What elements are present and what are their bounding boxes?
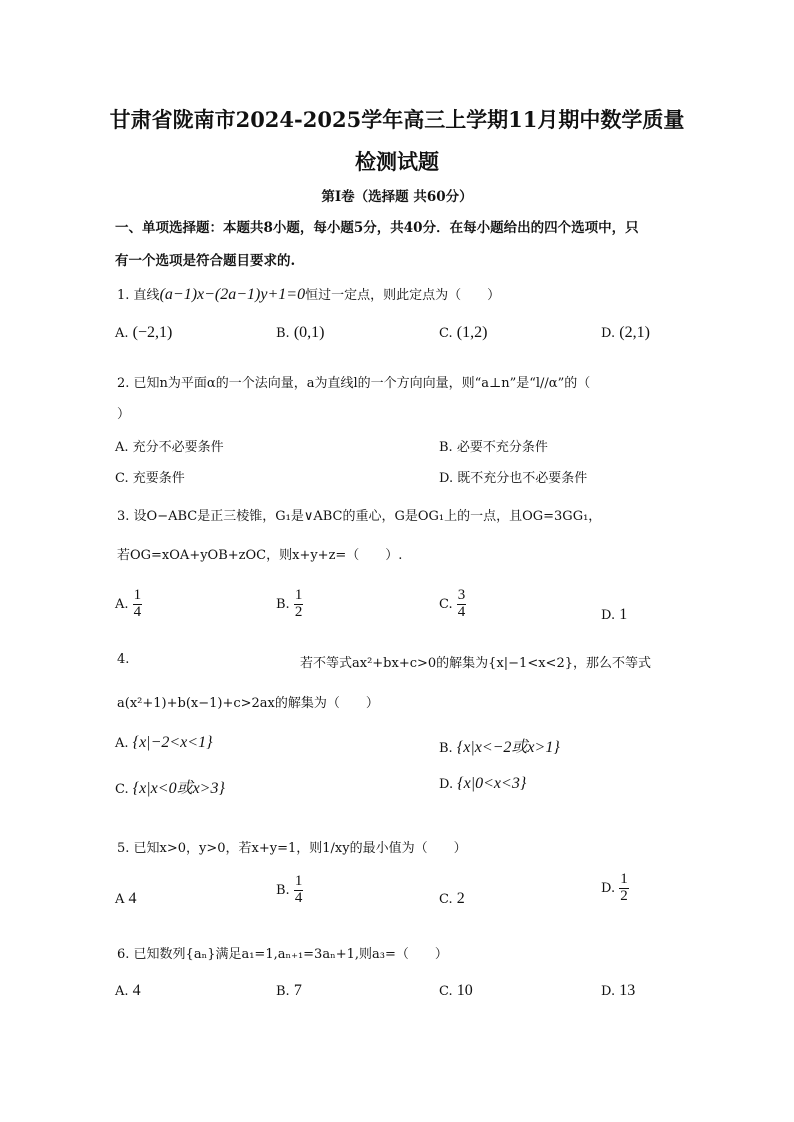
option-d[interactable]: D. (2,1) [601, 324, 650, 341]
line-equation: (a−1)x−(2a−1)y+1=0 [159, 286, 306, 303]
question-2-line2: ） [117, 407, 131, 422]
option-d[interactable]: D. 1 [601, 606, 628, 623]
option-b[interactable]: B. $\frac{1}{2}$ [276, 587, 303, 620]
option-d[interactable]: D. 13 [601, 982, 636, 999]
option-b[interactable]: B. {x|x<−2或x>1} [439, 739, 560, 756]
option-c[interactable]: C. $\frac{3}{4}$ [439, 587, 466, 620]
question-6: 6. 已知数列{aₙ}满足a₁=1,aₙ₊₁=3aₙ+1,则a₃=（ ） [117, 947, 448, 962]
question-stem: 已知数列{aₙ}满足a₁=1,aₙ₊₁=3aₙ+1,则a₃=（ ） [133, 947, 448, 962]
option-c[interactable]: C. 10 [439, 982, 473, 999]
option-b[interactable]: B. 7 [276, 982, 302, 999]
option-a[interactable]: A 4 [115, 890, 137, 907]
option-c[interactable]: C. 2 [439, 890, 465, 907]
fraction: $\frac{1}{4}$ [133, 587, 142, 620]
question-4-line2: a(x²+1)+b(x−1)+c>2ax的解集为（ ） [117, 696, 379, 711]
option-a[interactable]: A. $\frac{1}{4}$ [115, 587, 142, 620]
fraction: $\frac{1}{4}$ [294, 873, 303, 906]
question-4-number: 4. [117, 652, 130, 667]
fraction: $\frac{3}{4}$ [457, 587, 466, 620]
question-3: 3. 设O−ABC是正三棱锥，G₁是∨ABC的重心，G是OG₁上的一点，且OG=3GG₁， [117, 509, 602, 524]
question-stem-tail: 恒过一定点，则此定点为（ ） [305, 288, 501, 303]
question-number: 1. [117, 288, 130, 303]
option-b[interactable]: B. (0,1) [276, 324, 325, 341]
question-stem: 已知n为平面α的一个法向量，a为直线l的一个方向向量，则“a⊥n”是“l//α”的（ [133, 376, 591, 391]
option-a[interactable]: A. 4 [115, 982, 141, 999]
page-title: 甘肃省陇南市2024-2025学年高三上学期11月期中数学质量 [109, 107, 685, 132]
option-a[interactable]: A. 充分不必要条件 [115, 440, 224, 455]
question-2: 2. 已知n为平面α的一个法向量，a为直线l的一个方向向量，则“a⊥n”是“l//α”的（ [117, 376, 591, 391]
section-instructions-line2: 有一个选项是符合题目要求的. [115, 253, 296, 269]
question-stem: 直线 [133, 288, 160, 303]
paper-part-heading: 第Ⅰ卷（选择题 共60分） [321, 189, 473, 205]
question-stem: 设O−ABC是正三棱锥，G₁是∨ABC的重心，G是OG₁上的一点，且OG=3GG₁， [133, 509, 602, 524]
option-b[interactable]: B. $\frac{1}{4}$ [276, 873, 303, 906]
option-c[interactable]: C. (1,2) [439, 324, 488, 341]
question-3-line2: 若OG=xOA+yOB+zOC，则x+y+z=（ ）. [117, 548, 403, 563]
option-a[interactable]: A. (−2,1) [115, 324, 173, 341]
option-d[interactable]: D. {x|0<x<3} [439, 775, 527, 792]
fraction: $\frac{1}{2}$ [294, 587, 303, 620]
page-title-line2: 检测试题 [355, 149, 439, 174]
question-stem: 已知x>0，y>0，若x+y=1，则1/xy的最小值为（ ） [133, 841, 467, 856]
question-5: 5. 已知x>0，y>0，若x+y=1，则1/xy的最小值为（ ） [117, 841, 467, 856]
option-d[interactable]: D. $\frac{1}{2}$ [601, 871, 628, 904]
option-a[interactable]: A. {x|−2<x<1} [115, 734, 213, 751]
fraction: $\frac{1}{2}$ [620, 871, 628, 904]
option-b[interactable]: B. 必要不充分条件 [439, 440, 548, 455]
option-c[interactable]: C. 充要条件 [115, 471, 185, 486]
section-instructions: 一、单项选择题：本题共8小题，每小题5分，共40分．在每小题给出的四个选项中，只 [115, 220, 639, 236]
question-4: 若不等式ax²+bx+c>0的解集为{x|−1<x<2}，那么不等式 [300, 656, 651, 671]
question-1 [117, 284, 500, 304]
option-d[interactable]: D. 既不充分也不必要条件 [439, 471, 588, 486]
option-c[interactable]: C. {x|x<0或x>3} [115, 780, 225, 797]
